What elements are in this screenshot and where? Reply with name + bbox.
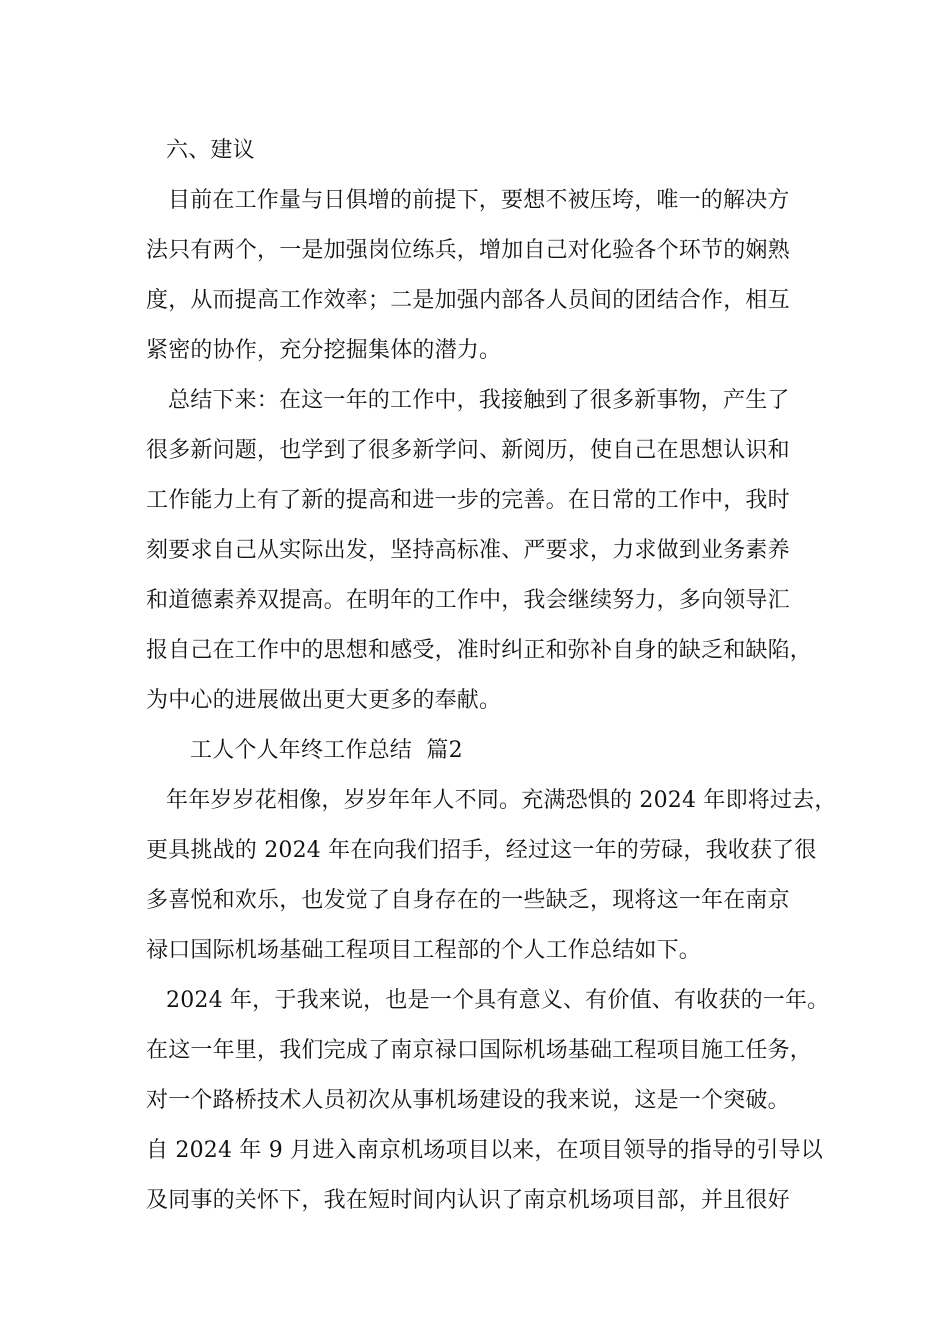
article-title: 工人个人年终工作总结 篇2 (190, 738, 463, 763)
section-heading-suggestions: 六、建议 (166, 138, 255, 163)
text-line: 在这一年里，我们完成了南京禄口国际机场基础工程项目施工任务， (146, 1038, 813, 1063)
text-line: 自 2024 年 9 月进入南京机场项目以来，在项目领导的指导的引导以 (146, 1138, 823, 1163)
text-line: 对一个路桥技术人员初次从事机场建设的我来说，这是一个突破。 (146, 1088, 790, 1113)
text-line: 为中心的进展做出更大更多的奉献。 (146, 688, 502, 713)
text-line: 和道德素养双提高。在明年的工作中，我会继续努力，多向领导汇 (146, 588, 790, 613)
text-line: 报自己在工作中的思想和感受，准时纠正和弥补自身的缺乏和缺陷， (146, 638, 813, 663)
text-line: 紧密的协作，充分挖掘集体的潜力。 (146, 338, 502, 363)
text-line: 刻要求自己从实际出发，坚持高标准、严要求，力求做到业务素养 (146, 538, 790, 563)
text-line: 及同事的关怀下，我在短时间内认识了南京机场项目部，并且很好 (146, 1188, 790, 1213)
text-line: 目前在工作量与日俱增的前提下，要想不被压垮，唯一的解决方 (168, 188, 790, 213)
text-line: 年年岁岁花相像，岁岁年年人不同。充满恐惧的 2024 年即将过去， (166, 788, 837, 813)
text-line: 总结下来：在这一年的工作中，我接触到了很多新事物，产生了 (168, 388, 790, 413)
text-line: 禄口国际机场基础工程项目工程部的个人工作总结如下。 (146, 938, 702, 963)
text-line: 很多新问题，也学到了很多新学问、新阅历，使自己在思想认识和 (146, 438, 790, 463)
text-line: 更具挑战的 2024 年在向我们招手，经过这一年的劳碌，我收获了很 (146, 838, 817, 863)
text-line: 多喜悦和欢乐，也发觉了自身存在的一些缺乏，现将这一年在南京 (146, 888, 790, 913)
text-line: 度，从而提高工作效率；二是加强内部各人员间的团结合作，相互 (146, 288, 790, 313)
text-line: 工作能力上有了新的提高和进一步的完善。在日常的工作中，我时 (146, 488, 790, 513)
text-line: 2024 年，于我来说，也是一个具有意义、有价值、有收获的一年。 (166, 988, 830, 1013)
text-line: 法只有两个，一是加强岗位练兵，增加自己对化验各个环节的娴熟 (146, 238, 790, 263)
